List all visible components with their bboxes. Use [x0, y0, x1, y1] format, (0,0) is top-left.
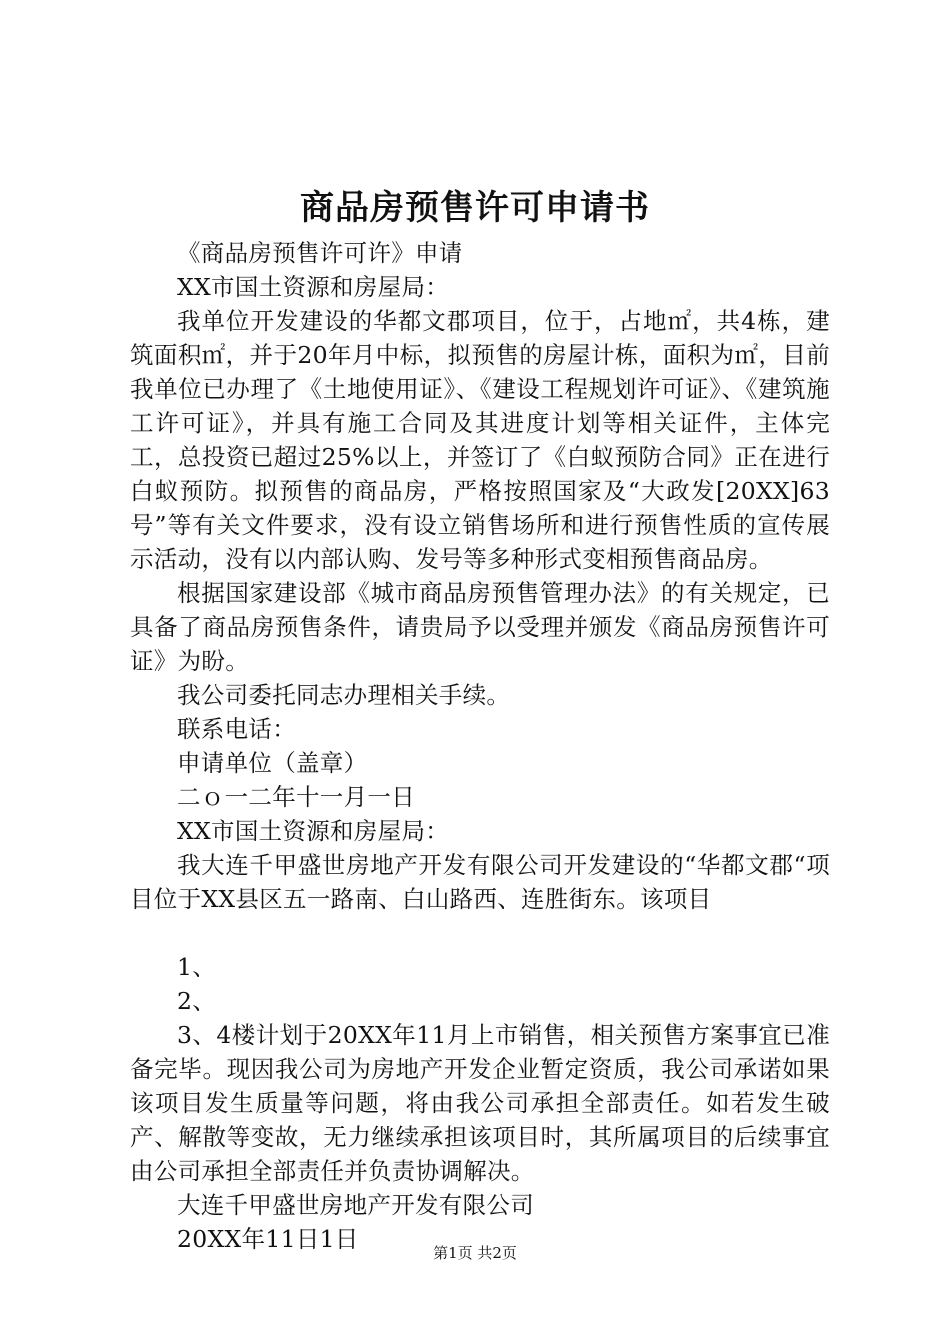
- paragraph-regulation-basis: 根据国家建设部《城市商品房预售管理办法》的有关规定，已具备了商品房预售条件，请贵局予以受理并颁发《商品房预售许可证》为盼。: [130, 579, 830, 675]
- list-item-1: 1、: [177, 953, 217, 981]
- blank-line: [130, 916, 830, 950]
- paragraph-subject: 《商品房预售许可许》申请: [177, 239, 463, 267]
- paragraph-addressee-2: XX市国土资源和房屋局：: [177, 817, 450, 845]
- paragraph-project-description: 我单位开发建设的华都文郡项目，位于，占地㎡，共4栋，建筑面积㎡，并于20年月中标，拟预售的房屋计栋，面积为㎡，目前我单位已办理了《土地使用证》、《建设工程规划许可证》、《建筑施工许可证》，并具有施工合同及其进度计划等相关证件，主体完工，总投资已超过25%以上，并签订了《白蚁预防合同》正在进行白蚁预防。拟预售的商品房，严格按照国家及“大政发[20XX]63号”等有关文件要求，没有设立销售场所和进行预售性质的宣传展示活动，没有以内部认购、发号等多种形式变相预售商品房。: [130, 307, 830, 573]
- paragraph-addressee: XX市国土资源和房屋局：: [177, 273, 450, 301]
- document-title: 商品房预售许可申请书: [300, 188, 650, 228]
- paragraph-date: 二ｏ一二年十一月一日: [177, 783, 415, 811]
- paragraph-entrust: 我公司委托同志办理相关手续。: [177, 681, 511, 709]
- list-item-3: 3、4楼计划于20XX年11月上市销售，相关预售方案事宜已准备完毕。现因我公司为房地产开发企业暂定资质，我公司承诺如果该项目发生质量等问题，将由我公司承担全部责任。如若发生破产、解散等变故，无力继续承担该项目时，其所属项目的后续事宜由公司承担全部责任并负责协调解决。: [130, 1021, 830, 1185]
- page-footer: 第1页 共2页: [433, 1244, 517, 1262]
- paragraph-closing-date: 20XX年11日1日: [177, 1225, 359, 1253]
- paragraph-contact-phone: 联系电话：: [177, 715, 296, 743]
- paragraph-company-name: 大连千甲盛世房地产开发有限公司: [177, 1191, 534, 1219]
- document-body: [130, 236, 830, 1256]
- paragraph-applicant-seal: 申请单位（盖章）: [177, 749, 368, 777]
- list-item-2: 2、: [177, 987, 217, 1015]
- paragraph-company-project: 我大连千甲盛世房地产开发有限公司开发建设的“华都文郡“项目位于XX县区五一路南、白山路西、连胜街东。该项目: [130, 851, 830, 913]
